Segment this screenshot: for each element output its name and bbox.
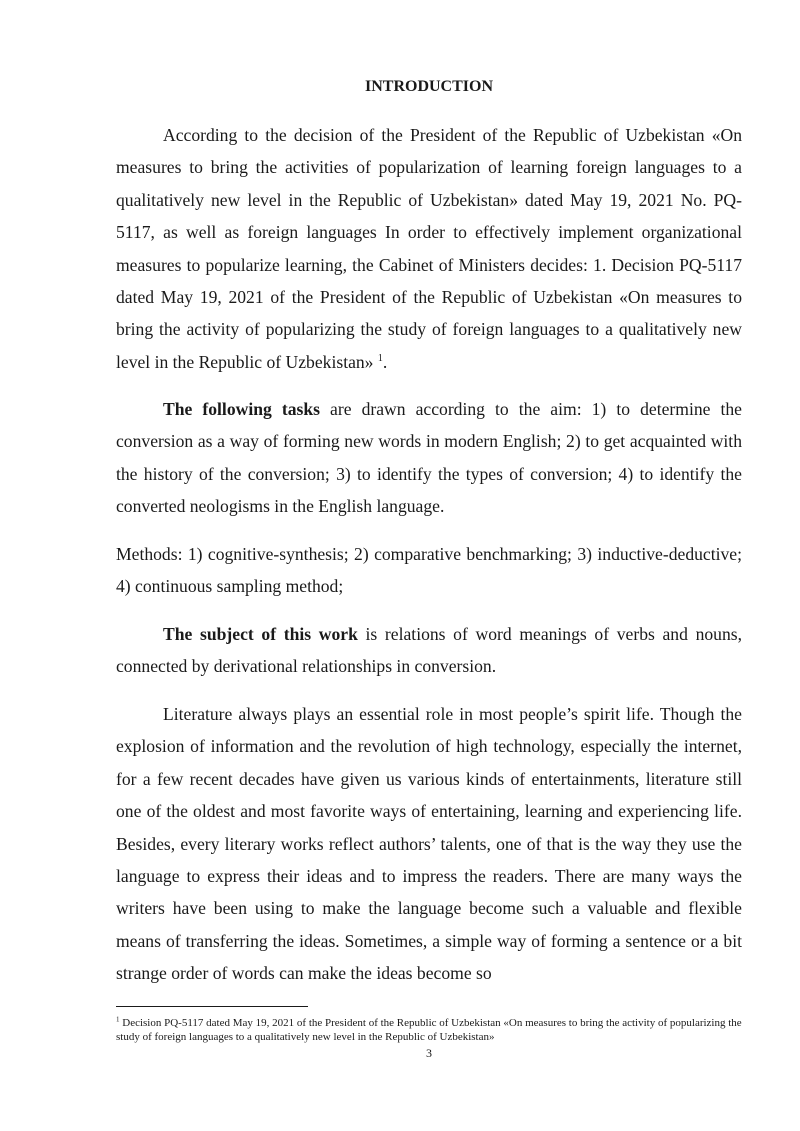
paragraph-methods-text: Methods: 1) cognitive-synthesis; 2) comparative benchmarking; 3) inductive-deductive; 4) continuous sampling method; [116, 544, 742, 597]
paragraph-literature-text: Literature always plays an essential role in most people’s spirit life. Though the explosion of information and the revolution of high technology, especially the internet, for a few recent decades have given us various kinds of entertainments, literature still one of the oldest and most favorite ways of entertaining, learning and experiencing life. Besides, every literary works reflect authors’ talents, one of that is the way they use the language to express their ideas and to impress the readers. There are many ways the writers have been using to make the language become such a valuable and flexible means of transferring the ideas. Sometimes, a simple way of forming a sentence or a bit strange order of words can make the ideas become so [116, 704, 742, 984]
footnote [116, 1016, 742, 1044]
paragraph-methods [116, 538, 742, 603]
paragraph-literature [116, 698, 742, 990]
paragraph-decision-text: According to the decision of the President of the Republic of Uzbekistan «On measures to bring the activities of popularization of learning foreign languages to a qualitatively new level in the Republic of Uzbekistan» dated May 19, 2021 No. PQ-5117, as well as foreign languages In order to effectively implement organizational measures to popularize learning, the Cabinet of Ministers decides: 1. Decision PQ-5117 dated May 19, 2021 of the President of the Republic of Uzbekistan «On measures to bring the activity of popularizing the study of foreign languages to a qualitatively new level in the Republic of Uzbekistan» [116, 125, 742, 372]
footnote-number: 1 [116, 1015, 120, 1024]
paragraph-subject [116, 618, 742, 683]
paragraph-subject-bold: The subject of this work [163, 624, 358, 644]
footnote-reference[interactable]: 1 [377, 352, 383, 364]
paragraph-decision [116, 119, 742, 378]
footnote-separator [116, 1006, 308, 1007]
paragraph-decision-end: . [382, 351, 388, 372]
page-number: 3 [426, 1046, 432, 1060]
footnote-text: Decision PQ-5117 dated May 19, 2021 of the President of the Republic of Uzbekistan «On measures to bring the activity of popularizing the study of foreign languages to a qualitatively new level in the Republic of Uzbekistan» [116, 1017, 742, 1043]
paragraph-subject-text: is relations of word meanings of verbs and nouns, connected by derivational relationships in conversion. [116, 624, 742, 677]
page-heading: INTRODUCTION [364, 78, 493, 95]
paragraph-tasks-bold: The following tasks [163, 399, 320, 419]
paragraph-tasks [116, 393, 742, 523]
paragraph-tasks-text: are drawn according to the aim: 1) to determine the conversion as a way of forming new words in modern English; 2) to get acquainted with the history of the conversion; 3) to identify the types of conversion; 4) to identify the converted neologisms in the English language. [116, 399, 742, 517]
